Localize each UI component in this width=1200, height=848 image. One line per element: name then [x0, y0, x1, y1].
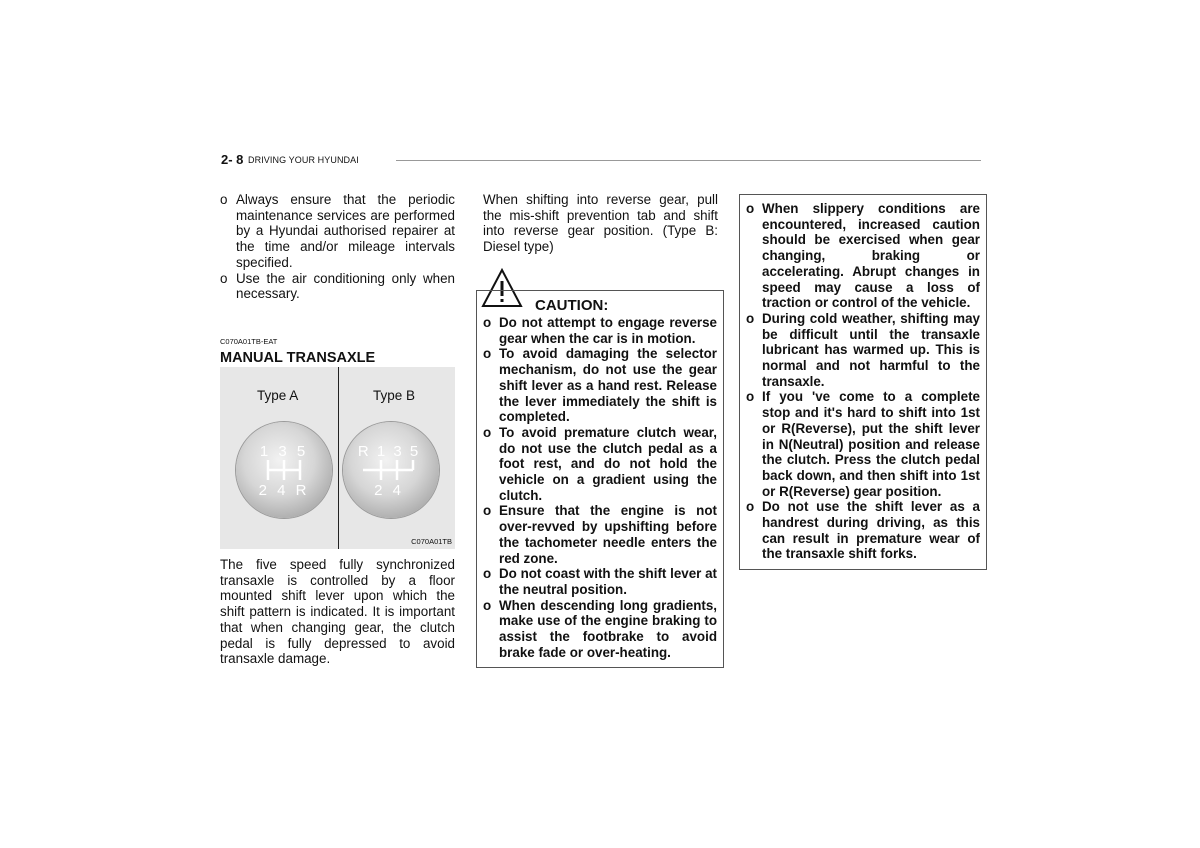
bullet-marker: o	[220, 192, 228, 207]
list-item	[483, 503, 717, 566]
shift-pattern-b-icon	[343, 422, 439, 518]
bullet-marker: o	[746, 310, 755, 326]
pattern-a-top: 1 3 5	[259, 443, 309, 460]
list-item	[220, 271, 455, 302]
list-item	[746, 389, 980, 499]
list-item	[746, 201, 980, 311]
section-header	[220, 334, 455, 366]
caution-text: To avoid damaging the selector mechanism, do not use the gear shift lever as a hand rest. Release the lever immediately the shift is completed.	[499, 346, 717, 425]
bullet-marker: o	[746, 201, 755, 216]
type-b-label: Type B	[373, 388, 416, 403]
bullet-marker: o	[483, 424, 492, 440]
list-item	[483, 425, 717, 504]
shift-knob-type-a	[236, 422, 332, 518]
shift-pattern-figure	[220, 367, 455, 549]
bullet-text: Always ensure that the periodic maintenance services are performed by a Hyundai authorised repairer at the time and/or mileage intervals specified.	[236, 192, 455, 270]
pattern-b-top: R 1 3 5	[357, 443, 421, 460]
caution-title: CAUTION:	[535, 297, 609, 314]
bullet-marker: o	[483, 503, 492, 519]
notice-text: If you 've come to a complete stop and it's hard to shift into 1st or R(Reverse), put the shift lever in N(Neutral) position and release the clutch. Press the clutch pedal back down, and then shift into 1st or R(Reverse) gear position.	[762, 389, 980, 499]
reverse-gear-paragraph: When shifting into reverse gear, pull the mis-shift prevention tab and shift into reverse gear position. (Type B: Diesel type)	[483, 192, 718, 255]
list-item	[483, 598, 717, 661]
pattern-b-bottom: 2 4	[374, 482, 404, 499]
section-code: C070A01TB-EAT	[220, 337, 278, 346]
shift-knob-type-b	[343, 422, 439, 518]
column-2-intro	[483, 192, 718, 255]
header-rule	[396, 160, 981, 161]
section-title: DRIVING YOUR HYUNDAI	[248, 155, 359, 165]
list-item	[483, 346, 717, 425]
notice-text: When slippery conditions are encountered, increased caution should be exercised when gear changing, braking or accelerating. Abrupt changes in speed may cause a loss of traction or control of the vehicle.	[762, 201, 980, 311]
bullet-marker: o	[483, 315, 492, 330]
list-item	[746, 499, 980, 562]
figure-code: C070A01TB	[411, 537, 452, 546]
bullet-marker: o	[220, 270, 228, 286]
transaxle-paragraph-block	[220, 557, 455, 667]
figure-divider	[338, 367, 339, 549]
bullet-marker: o	[746, 389, 755, 405]
notice-box	[739, 194, 987, 570]
bullet-marker: o	[746, 499, 755, 515]
section-heading: MANUAL TRANSAXLE	[220, 349, 376, 366]
shift-pattern-a-icon	[236, 422, 332, 518]
bullet-marker: o	[483, 597, 492, 613]
caution-text: When descending long gradients, make use of the engine braking to assist the footbrake to avoid brake fade or over-heating.	[499, 597, 717, 660]
list-item	[220, 192, 455, 271]
list-item	[483, 315, 717, 346]
caution-box	[476, 290, 724, 668]
notice-text: During cold weather, shifting may be difficult until the transaxle lubricant has warmed up. This is normal and not harmful to the transaxle.	[762, 310, 980, 389]
caution-list	[483, 315, 717, 660]
transaxle-paragraph: The five speed fully synchronized transaxle is controlled by a floor mounted shift lever upon which the shift pattern is indicated. It is important that when changing gear, the clutch pedal is fully depressed to avoid transaxle damage.	[220, 557, 455, 667]
page-number: 2- 8	[221, 152, 244, 167]
bullet-marker: o	[483, 346, 492, 362]
list-item	[746, 311, 980, 390]
page-header	[221, 152, 981, 168]
notice-list	[746, 201, 980, 562]
caution-text: Ensure that the engine is not over-revved by upshifting before the tachometer needle enters the red zone.	[499, 503, 717, 566]
caution-text: Do not coast with the shift lever at the neutral position.	[499, 566, 717, 597]
bullet-text: Use the air conditioning only when necessary.	[236, 270, 455, 302]
bullet-marker: o	[483, 566, 492, 582]
column-1	[220, 192, 455, 302]
caution-text: To avoid premature clutch wear, do not use the clutch pedal as a foot rest, and do not hold the vehicle on a gradient using the clutch.	[499, 424, 717, 503]
caution-text: Do not attempt to engage reverse gear when the car is in motion.	[499, 315, 717, 346]
notice-text: Do not use the shift lever as a handrest during driving, as this can result in premature wear of the transaxle shift forks.	[762, 499, 980, 562]
pattern-a-bottom: 2 4 R	[258, 482, 310, 499]
type-a-label: Type A	[257, 388, 299, 403]
list-item	[483, 566, 717, 597]
